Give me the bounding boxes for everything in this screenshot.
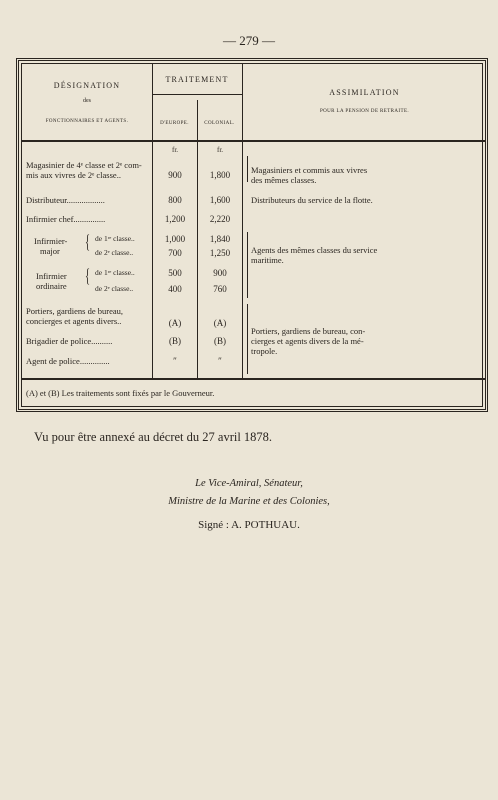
row-magasinier-label2: mis aux vivres de 2ᵉ classe.. xyxy=(26,170,121,180)
row-major-2-europe: 700 xyxy=(168,248,182,258)
body-bottom-rule xyxy=(22,378,486,380)
assimilation-sub: POUR LA PENSION DE RETRAITE. xyxy=(319,109,410,114)
row-portiers-label1: Portiers, gardiens de bureau, xyxy=(26,306,124,316)
page-number: — 279 — xyxy=(223,33,275,48)
row-agent-colonial: ″ xyxy=(218,356,222,366)
group-infirmier-major-1: Infirmier- xyxy=(34,236,68,246)
assim-1-line1: Magasiniers et commis aux vivres xyxy=(251,165,368,175)
row-ord-1-colonial: 900 xyxy=(213,268,227,278)
row-major-2-colonial: 1,250 xyxy=(209,248,231,258)
row-ord-2-label: de 2ᵉ classe.. xyxy=(95,284,134,293)
row-major-1-label: de 1ʳᵉ classe.. xyxy=(95,234,135,243)
designation-sub: FONCTIONNAIRES ET AGENTS. xyxy=(45,119,129,124)
designation-title: DÉSIGNATION xyxy=(53,81,121,90)
row-major-1-europe: 1,000 xyxy=(164,234,186,244)
annex-text: Vu pour être annexé au décret du 27 avril 1878. xyxy=(34,430,273,444)
designation-des: des xyxy=(83,98,91,104)
signature-title-1: Le Vice-Amiral, Sénateur, xyxy=(195,478,303,489)
row-agent-europe: ″ xyxy=(173,356,177,366)
row-distributeur-europe: 800 xyxy=(168,195,182,205)
row-portiers-europe: (A) xyxy=(168,318,182,328)
row-ord-2-europe: 400 xyxy=(168,284,182,294)
assim-bracket-3 xyxy=(247,232,248,298)
assim-2-line1: Distributeurs du service de la flotte. xyxy=(251,195,373,205)
table-inner xyxy=(21,63,483,407)
row-distributeur-colonial: 1,600 xyxy=(209,195,231,205)
traitement-rule xyxy=(153,94,242,95)
brace-infirmier-major: { xyxy=(85,232,91,253)
col-europe-header: D'EUROPE. xyxy=(160,121,189,126)
assim-3-line2: maritime. xyxy=(251,255,284,265)
row-portiers-colonial: (A) xyxy=(213,318,227,328)
traitement-title: TRAITEMENT xyxy=(165,75,229,84)
assim-bracket-4 xyxy=(247,304,248,374)
row-portiers-label2: concierges et agents divers.. xyxy=(26,316,122,326)
unit-colonial: fr. xyxy=(216,146,224,154)
row-ord-2-colonial: 760 xyxy=(213,284,227,294)
row-magasinier-europe: 900 xyxy=(168,170,182,180)
row-infirmier-chef-colonial: 2,220 xyxy=(209,214,231,224)
assim-4-line1: Portiers, gardiens de bureau, con- xyxy=(251,326,366,336)
row-major-1-colonial: 1,840 xyxy=(209,234,231,244)
group-infirmier-ordinaire-1: Infirmier xyxy=(36,271,67,281)
row-distributeur-label: Distributeur.................. xyxy=(26,195,105,205)
row-ord-1-label: de 1ʳᵉ classe.. xyxy=(95,268,135,277)
assimilation-title: ASSIMILATION xyxy=(329,88,400,97)
row-major-2-label: de 2ᵉ classe.. xyxy=(95,248,134,257)
assim-3-line1: Agents des mêmes classes du service xyxy=(251,245,378,255)
row-ord-1-europe: 500 xyxy=(168,268,182,278)
signature-signed: Signé : A. POTHUAU. xyxy=(198,519,300,531)
assim-bracket-1 xyxy=(247,156,248,182)
unit-europe: fr. xyxy=(171,146,179,154)
table-footnote: (A) et (B) Les traitements sont fixés par le Gouverneur. xyxy=(26,388,215,398)
header-bottom-rule xyxy=(22,140,486,142)
row-brigadier-label: Brigadier de police.......... xyxy=(26,336,113,346)
assim-4-line3: tropole. xyxy=(251,346,278,356)
group-infirmier-major-2: major xyxy=(40,246,60,256)
signature-title-2: Ministre de la Marine et des Colonies, xyxy=(168,496,330,507)
assim-4-line2: cierges et agents divers de la mé- xyxy=(251,336,364,346)
brace-infirmier-ordinaire: { xyxy=(85,266,91,287)
row-brigadier-europe: (B) xyxy=(169,336,181,346)
col-divider-1 xyxy=(152,64,153,378)
row-brigadier-colonial: (B) xyxy=(214,336,226,346)
row-infirmier-chef-europe: 1,200 xyxy=(164,214,186,224)
row-magasinier-colonial: 1,800 xyxy=(209,170,231,180)
row-magasinier-label1: Magasinier de 4ᵉ classe et 2ᵉ com- xyxy=(26,160,142,170)
row-agent-label: Agent de police.............. xyxy=(26,356,110,366)
assim-1-line2: des mêmes classes. xyxy=(251,175,317,185)
col-colonial-header: COLONIAL. xyxy=(204,121,235,126)
table-frame xyxy=(16,58,488,412)
row-infirmier-chef-label: Infirmier chef............... xyxy=(26,214,106,224)
group-infirmier-ordinaire-2: ordinaire xyxy=(36,281,67,291)
